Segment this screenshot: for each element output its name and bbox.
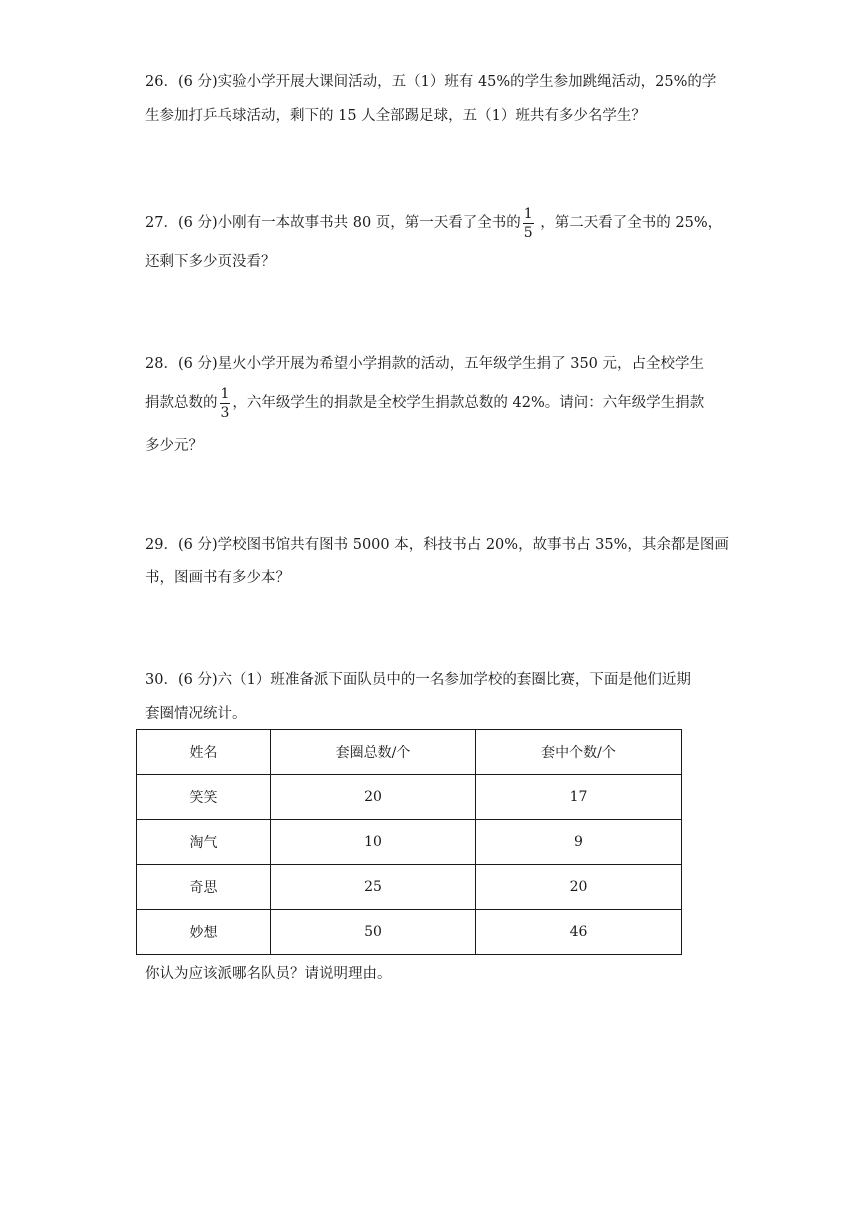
ring-toss-stats-table [136,729,682,955]
header-total-throws: 套圈总数/个 [271,730,476,775]
q30-question: 你认为应该派哪名队员？请说明理由。 [145,966,392,982]
q29-number: 29．(6 分) [145,537,218,553]
q28-number: 28．(6 分) [145,356,218,372]
q28-text-2b: ，六年级学生的捐款是全校学生捐款总数的 42%。请问：六年级学生捐款 [232,395,705,411]
cell-hits: 20 [476,865,682,910]
q30-text-2: 套圈情况统计。 [145,706,247,722]
cell-total: 25 [271,865,476,910]
q29-text-2: 书，图画书有多少本？ [145,570,290,586]
q29-line-1 [145,535,729,555]
q30-line-1 [145,670,691,690]
table-row [137,910,682,955]
q27-text-2: 还剩下多少页没看？ [145,254,276,270]
header-hits: 套中个数/个 [476,730,682,775]
cell-total: 50 [271,910,476,955]
cell-name: 笑笑 [137,775,271,820]
q28-line-1 [145,354,704,374]
cell-hits: 46 [476,910,682,955]
q28-text-3: 多少元？ [145,438,203,454]
q27-fraction-numerator: 1 [523,205,533,222]
q27-line-1 [145,203,722,243]
table-row [137,775,682,820]
q26-number: 26．(6 分) [145,74,218,90]
header-name: 姓名 [137,730,271,775]
q27-fraction [523,207,534,240]
q28-text-2a: 捐款总数的 [145,395,218,411]
q26-text-1: 实验小学开展大课间活动，五（1）班有 45%的学生参加跳绳活动，25%的学 [217,74,717,90]
table-header-row [137,730,682,775]
cell-total: 10 [271,820,476,865]
cell-name: 妙想 [137,910,271,955]
table-row [137,865,682,910]
q30-number: 30．(6 分) [145,672,218,688]
q30-text-1: 六（1）班准备派下面队员中的一名参加学校的套圈比赛，下面是他们近期 [217,672,691,688]
table-row [137,820,682,865]
q26-line-1 [145,72,716,92]
q28-line-2 [145,383,704,423]
q29-text-1: 学校图书馆共有图书 5000 本，科技书占 20%，故事书占 35%，其余都是图画 [217,537,729,553]
cell-total: 20 [271,775,476,820]
q28-fraction-denominator: 3 [220,404,230,421]
q27-text-1b: ，第二天看了全书的 25%， [535,215,723,231]
q28-text-1: 星火小学开展为希望小学捐款的活动，五年级学生捐了 350 元，占全校学生 [217,356,705,372]
cell-hits: 17 [476,775,682,820]
q27-text-1a: 小刚有一本故事书共 80 页，第一天看了全书的 [217,215,521,231]
q28-fraction [220,387,231,420]
q28-fraction-numerator: 1 [220,385,230,402]
cell-name: 奇思 [137,865,271,910]
cell-name: 淘气 [137,820,271,865]
q27-number: 27．(6 分) [145,215,218,231]
cell-hits: 9 [476,820,682,865]
q27-fraction-denominator: 5 [523,224,533,241]
q26-text-2: 生参加打乒乓球活动，剩下的 15 人全部踢足球，五（1）班共有多少名学生？ [145,108,646,124]
